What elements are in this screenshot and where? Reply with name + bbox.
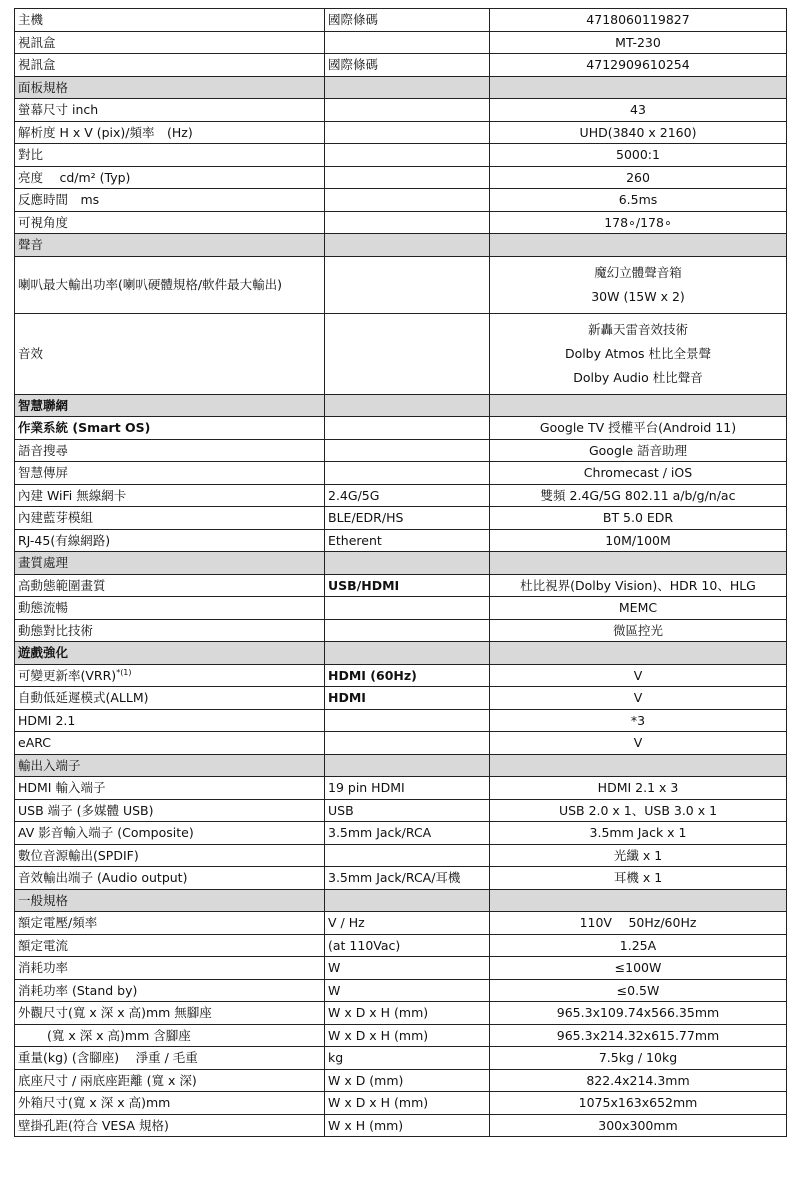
spec-label-text: 解析度 H x V (pix)/頻率 (Hz): [18, 124, 193, 140]
spec-row: [15, 957, 787, 980]
spec-label-text: HDMI 2.1: [18, 712, 76, 728]
spec-value: [490, 1069, 787, 1092]
spec-label-text: 底座尺寸 / 兩底座距離 (寬 x 深): [18, 1072, 197, 1088]
section-title: 面板規格: [15, 76, 325, 99]
spec-row: [15, 211, 787, 234]
spec-label: [15, 31, 325, 54]
section-blank-cell: [325, 889, 490, 912]
spec-label-text: 可變更新率(VRR): [18, 667, 117, 683]
spec-label: [15, 1002, 325, 1025]
spec-value: [490, 732, 787, 755]
spec-label-text: 壁掛孔距(符合 VESA 規格): [18, 1117, 169, 1133]
spec-label: [15, 957, 325, 980]
spec-value-line: *3: [630, 712, 646, 728]
spec-row: [15, 99, 787, 122]
spec-value: [490, 777, 787, 800]
spec-value: [490, 597, 787, 620]
spec-interface: W x D (mm): [325, 1069, 490, 1092]
section-blank-cell: [325, 552, 490, 575]
spec-interface: [325, 166, 490, 189]
section-title: 聲音: [15, 234, 325, 257]
spec-value-line: 1.25A: [619, 937, 657, 953]
spec-value: [490, 313, 787, 394]
spec-label: [15, 189, 325, 212]
spec-label: [15, 732, 325, 755]
spec-row: [15, 256, 787, 313]
spec-label-text: 高動態範圍畫質: [18, 577, 106, 593]
spec-value: [490, 799, 787, 822]
section-header-row: [15, 394, 787, 417]
spec-label: [15, 574, 325, 597]
spec-value: [490, 1114, 787, 1137]
spec-interface: V / Hz: [325, 912, 490, 935]
spec-row: [15, 121, 787, 144]
section-blank-cell: [490, 552, 787, 575]
spec-label-text: 喇叭最大輸出功率(喇叭硬體規格/軟件最大輸出): [18, 277, 282, 292]
spec-row: [15, 1024, 787, 1047]
spec-label: [15, 687, 325, 710]
spec-table-body: [15, 9, 787, 1137]
section-blank-cell: [490, 642, 787, 665]
spec-label-text: 作業系統 (Smart OS): [18, 420, 151, 436]
spec-interface: Etherent: [325, 529, 490, 552]
section-blank-cell: [490, 754, 787, 777]
spec-value-line: MEMC: [618, 600, 658, 616]
spec-value: [490, 507, 787, 530]
spec-label-text: HDMI 輸入端子: [18, 780, 106, 796]
spec-interface: [325, 31, 490, 54]
spec-label-text: RJ-45(有線網路): [18, 532, 111, 548]
footnote-marker: *(1): [116, 667, 132, 677]
spec-value: [490, 619, 787, 642]
spec-value-line: Dolby Audio 杜比聲音: [573, 369, 703, 385]
spec-value-line: 5000:1: [616, 147, 660, 163]
spec-row: [15, 1069, 787, 1092]
spec-label-text: 內建藍芽模組: [18, 510, 94, 526]
spec-label: [15, 822, 325, 845]
spec-value-line: ≤0.5W: [616, 982, 660, 998]
spec-row: [15, 9, 787, 32]
spec-value-line: BT 5.0 EDR: [602, 510, 674, 526]
spec-value-line: 43: [630, 102, 646, 118]
section-blank-cell: [490, 234, 787, 257]
section-title: 輸出入端子: [15, 754, 325, 777]
spec-value: [490, 484, 787, 507]
spec-value: [490, 417, 787, 440]
spec-interface: 國際條碼: [325, 54, 490, 77]
spec-value: [490, 934, 787, 957]
spec-value-line: 雙頻 2.4G/5G 802.11 a/b/g/n/ac: [540, 487, 736, 503]
spec-interface: USB/HDMI: [325, 574, 490, 597]
spec-label: [15, 121, 325, 144]
spec-value: [490, 912, 787, 935]
spec-label: [15, 597, 325, 620]
spec-row: [15, 529, 787, 552]
spec-label: [15, 619, 325, 642]
spec-row: [15, 31, 787, 54]
section-blank-cell: [490, 394, 787, 417]
spec-interface: [325, 121, 490, 144]
spec-value-line: 822.4x214.3mm: [586, 1072, 690, 1088]
spec-label-text: 重量(kg) (含腳座) 淨重 / 毛重: [18, 1050, 198, 1066]
spec-value-line: Google 語音助理: [588, 442, 688, 458]
spec-row: [15, 979, 787, 1002]
spec-label-text: 外箱尺寸(寬 x 深 x 高)mm: [18, 1095, 171, 1111]
spec-row: [15, 867, 787, 890]
spec-value-line: HDMI 2.1 x 3: [597, 780, 679, 796]
spec-value-line: 300x300mm: [598, 1117, 678, 1133]
spec-value-line: 110V 50Hz/60Hz: [579, 915, 697, 931]
spec-label: [15, 1024, 325, 1047]
spec-label: [15, 256, 325, 313]
spec-label: [15, 462, 325, 485]
spec-interface: [325, 211, 490, 234]
spec-value: [490, 574, 787, 597]
spec-label-text: 外觀尺寸(寬 x 深 x 高)mm 無腳座: [18, 1005, 212, 1021]
spec-label-text: 數位音源輸出(SPDIF): [18, 847, 139, 863]
spec-label-text: eARC: [18, 735, 52, 751]
spec-label: [15, 529, 325, 552]
spec-row: [15, 144, 787, 167]
spec-value-line: 耳機 x 1: [613, 870, 663, 886]
spec-interface: [325, 144, 490, 167]
spec-value: [490, 867, 787, 890]
spec-value: [490, 844, 787, 867]
spec-interface: [325, 462, 490, 485]
spec-label-text: 音效: [18, 346, 44, 361]
spec-label: [15, 54, 325, 77]
spec-value-line: 魔幻立體聲音箱: [594, 264, 682, 280]
spec-interface: (at 110Vac): [325, 934, 490, 957]
spec-interface: [325, 417, 490, 440]
spec-value: [490, 439, 787, 462]
spec-label-text: 自動低延遲模式(ALLM): [18, 690, 149, 706]
spec-label-text: 消耗功率: [18, 960, 69, 976]
spec-label-text: 可視角度: [18, 214, 69, 230]
section-header-row: [15, 76, 787, 99]
spec-value-line: 178∘/178∘: [604, 214, 672, 230]
spec-interface: [325, 439, 490, 462]
spec-value: [490, 979, 787, 1002]
spec-label: [15, 979, 325, 1002]
spec-label: [15, 844, 325, 867]
spec-label-text: (寬 x 深 x 高)mm 含腳座: [18, 1027, 191, 1043]
spec-label: [15, 1069, 325, 1092]
spec-value-line: 1075x163x652mm: [578, 1095, 698, 1111]
spec-value-line: V: [633, 735, 643, 751]
spec-label-text: 亮度 cd/m² (Typ): [18, 169, 131, 185]
spec-row: [15, 799, 787, 822]
spec-label: [15, 211, 325, 234]
spec-row: [15, 439, 787, 462]
spec-interface: [325, 189, 490, 212]
spec-interface: [325, 844, 490, 867]
spec-value-line: ≤100W: [614, 960, 662, 976]
spec-value: [490, 211, 787, 234]
spec-value-line: 7.5kg / 10kg: [598, 1050, 678, 1066]
spec-interface: 國際條碼: [325, 9, 490, 32]
spec-interface: W x D x H (mm): [325, 1002, 490, 1025]
spec-interface: 2.4G/5G: [325, 484, 490, 507]
spec-value-line: Google TV 授權平台(Android 11): [539, 420, 737, 436]
spec-label-text: 對比: [18, 147, 44, 163]
spec-value: [490, 256, 787, 313]
spec-table: [14, 8, 787, 1137]
spec-label-text: 內建 WiFi 無線網卡: [18, 487, 127, 503]
spec-interface: 3.5mm Jack/RCA: [325, 822, 490, 845]
spec-value-line: Chromecast / iOS: [583, 465, 693, 481]
spec-label: [15, 912, 325, 935]
spec-value-line: 965.3x214.32x615.77mm: [556, 1027, 720, 1043]
spec-label: [15, 144, 325, 167]
spec-label-text: 音效輸出端子 (Audio output): [18, 870, 188, 886]
section-header-row: [15, 754, 787, 777]
section-header-row: [15, 234, 787, 257]
spec-interface: W: [325, 979, 490, 1002]
spec-value-line: Dolby Atmos 杜比全景聲: [564, 345, 712, 361]
spec-value: [490, 957, 787, 980]
spec-label-text: USB 端子 (多媒體 USB): [18, 802, 154, 818]
spec-label-text: 智慧傳屏: [18, 465, 69, 481]
spec-label: [15, 9, 325, 32]
spec-interface: W: [325, 957, 490, 980]
spec-value-line: 4712909610254: [586, 57, 690, 73]
spec-value-line: 965.3x109.74x566.35mm: [556, 1005, 720, 1021]
spec-value: [490, 462, 787, 485]
spec-value-line: V: [633, 667, 643, 683]
spec-value-line: 新轟天雷音效技術: [587, 321, 688, 337]
spec-label: [15, 417, 325, 440]
spec-row: [15, 484, 787, 507]
spec-value: [490, 1002, 787, 1025]
spec-label-text: 語音搜尋: [18, 442, 69, 458]
spec-value: [490, 54, 787, 77]
spec-interface: [325, 709, 490, 732]
spec-row: [15, 507, 787, 530]
spec-value-line: 260: [626, 169, 650, 185]
spec-value-line: 3.5mm Jack x 1: [589, 825, 687, 841]
spec-row: [15, 1002, 787, 1025]
spec-label: [15, 1092, 325, 1115]
spec-value-line: MT-230: [615, 34, 661, 50]
spec-row: [15, 54, 787, 77]
section-header-row: [15, 642, 787, 665]
spec-value-line: 光纖 x 1: [613, 847, 663, 863]
spec-row: [15, 417, 787, 440]
section-blank-cell: [325, 76, 490, 99]
spec-value: [490, 1092, 787, 1115]
spec-value: [490, 31, 787, 54]
spec-row: [15, 912, 787, 935]
spec-label: [15, 439, 325, 462]
spec-interface: 19 pin HDMI: [325, 777, 490, 800]
spec-row: [15, 709, 787, 732]
section-title: 遊戲強化: [15, 642, 325, 665]
section-blank-cell: [325, 754, 490, 777]
spec-row: [15, 664, 787, 687]
spec-value-line: 4718060119827: [586, 12, 690, 28]
spec-row: [15, 1047, 787, 1070]
section-blank-cell: [490, 76, 787, 99]
spec-row: [15, 844, 787, 867]
spec-value: [490, 1047, 787, 1070]
spec-row: [15, 166, 787, 189]
section-title: 一般規格: [15, 889, 325, 912]
spec-label-text: 額定電流: [18, 937, 69, 953]
spec-label: [15, 507, 325, 530]
spec-row: [15, 1114, 787, 1137]
spec-interface: [325, 597, 490, 620]
spec-label-text: 消耗功率 (Stand by): [18, 982, 138, 998]
section-blank-cell: [325, 394, 490, 417]
spec-label-text: 主機: [18, 12, 44, 28]
spec-label-text: 視訊盒: [18, 34, 56, 50]
spec-value-line: 30W (15W x 2): [591, 288, 685, 304]
spec-interface: [325, 313, 490, 394]
spec-value-line: 10M/100M: [605, 532, 671, 548]
spec-value: [490, 9, 787, 32]
spec-row: [15, 619, 787, 642]
spec-label-text: 螢幕尺寸 inch: [18, 102, 99, 118]
spec-label: [15, 166, 325, 189]
spec-value-line: 6.5ms: [618, 192, 658, 208]
spec-row: [15, 597, 787, 620]
spec-label: [15, 99, 325, 122]
spec-value: [490, 121, 787, 144]
spec-interface: [325, 256, 490, 313]
spec-label-text: AV 影音輸入端子 (Composite): [18, 825, 194, 841]
spec-value-line: V: [633, 690, 643, 706]
spec-label: [15, 799, 325, 822]
section-title: 畫質處理: [15, 552, 325, 575]
spec-interface: [325, 99, 490, 122]
spec-value: [490, 529, 787, 552]
spec-row: [15, 574, 787, 597]
spec-value: [490, 99, 787, 122]
spec-interface: [325, 619, 490, 642]
spec-label-text: 動態流暢: [18, 600, 69, 616]
spec-row: [15, 934, 787, 957]
spec-value: [490, 1024, 787, 1047]
spec-value: [490, 166, 787, 189]
spec-interface: kg: [325, 1047, 490, 1070]
spec-value-line: USB 2.0 x 1、USB 3.0 x 1: [558, 802, 718, 818]
section-blank-cell: [490, 889, 787, 912]
spec-row: [15, 822, 787, 845]
spec-value: [490, 687, 787, 710]
spec-row: [15, 462, 787, 485]
spec-label: [15, 664, 325, 687]
spec-row: [15, 732, 787, 755]
spec-value: [490, 709, 787, 732]
spec-label: [15, 1047, 325, 1070]
section-blank-cell: [325, 642, 490, 665]
spec-label: [15, 1114, 325, 1137]
section-title: 智慧聯網: [15, 394, 325, 417]
spec-interface: W x D x H (mm): [325, 1024, 490, 1047]
spec-row: [15, 687, 787, 710]
spec-interface: 3.5mm Jack/RCA/耳機: [325, 867, 490, 890]
spec-row: [15, 1092, 787, 1115]
spec-value: [490, 664, 787, 687]
spec-interface: BLE/EDR/HS: [325, 507, 490, 530]
spec-value: [490, 189, 787, 212]
spec-interface: HDMI: [325, 687, 490, 710]
spec-label-text: 額定電壓/頻率: [18, 915, 98, 931]
spec-interface: W x H (mm): [325, 1114, 490, 1137]
spec-value-line: UHD(3840 x 2160): [579, 124, 697, 140]
spec-row: [15, 777, 787, 800]
spec-row: [15, 189, 787, 212]
spec-label: [15, 313, 325, 394]
spec-interface: [325, 732, 490, 755]
spec-value: [490, 144, 787, 167]
spec-row: [15, 313, 787, 394]
spec-label-text: 視訊盒: [18, 57, 56, 73]
spec-interface: W x D x H (mm): [325, 1092, 490, 1115]
spec-label-text: 反應時間 ms: [18, 192, 100, 208]
spec-label: [15, 867, 325, 890]
section-blank-cell: [325, 234, 490, 257]
section-header-row: [15, 889, 787, 912]
spec-interface: HDMI (60Hz): [325, 664, 490, 687]
spec-label: [15, 934, 325, 957]
section-header-row: [15, 552, 787, 575]
spec-label: [15, 484, 325, 507]
spec-value-line: 微區控光: [612, 622, 663, 638]
spec-value-line: 杜比視界(Dolby Vision)、HDR 10、HLG: [520, 577, 756, 593]
spec-label: [15, 709, 325, 732]
spec-label-text: 動態對比技術: [18, 622, 94, 638]
spec-label: [15, 777, 325, 800]
spec-interface: USB: [325, 799, 490, 822]
spec-value: [490, 822, 787, 845]
